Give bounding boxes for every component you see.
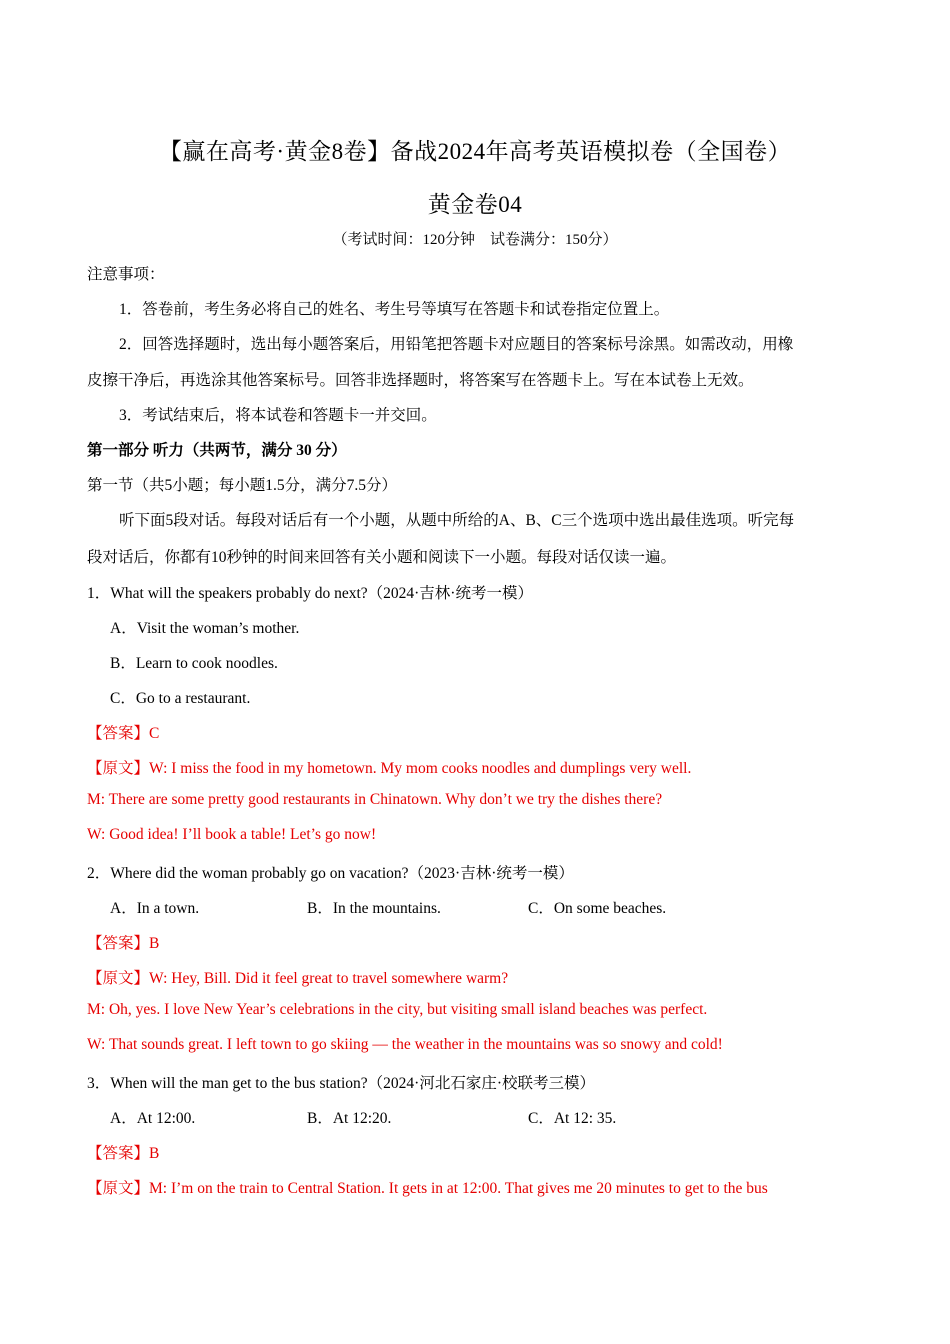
question-2-option-a: A．In a town.: [110, 900, 200, 917]
answer-value: B: [149, 1145, 160, 1162]
answer-tag: 【答案】: [87, 1145, 150, 1162]
transcript-text: W: Hey, Bill. Did it feel great to travel somewhere warm?: [149, 970, 509, 987]
section1-heading: 第一节（共5小题；每小题1.5分，满分7.5分）: [87, 477, 398, 494]
question-2-option-b: B．In the mountains.: [307, 900, 441, 917]
answer-tag: 【答案】: [87, 935, 150, 952]
question-1-option-c: C．Go to a restaurant.: [110, 690, 251, 707]
transcript-tag: 【原文】: [87, 760, 150, 777]
question-1-answer: [87, 721, 159, 743]
instructions-line-1: 听下面5段对话。每段对话后有一个小题，从题中所给的A、B、C三个选项中选出最佳选项。听完每: [119, 512, 795, 529]
answer-value: C: [149, 725, 160, 742]
note-item-2-line-2: 皮擦干净后，再选涂其他答案标号。回答非选择题时，将答案写在答题卡上。写在本试卷上无效。: [87, 372, 754, 389]
transcript-tag: 【原文】: [87, 970, 150, 987]
transcript-text: W: I miss the food in my hometown. My mom cooks noodles and dumplings very well.: [149, 760, 692, 777]
instructions-line-2: 段对话后，你都有10秒钟的时间来回答有关小题和阅读下一小题。每段对话仅读一遍。: [87, 549, 677, 566]
question-2-transcript-line-3: W: That sounds great. I left town to go skiing — the weather in the mountains was so snowy and cold!: [87, 1036, 723, 1053]
question-3-stem: 3．When will the man get to the bus station?（2024·河北石家庄·校联考三模）: [87, 1075, 595, 1092]
question-2-transcript-line-2: M: Oh, yes. I love New Year’s celebrations in the city, but visiting small island beaches was perfect.: [87, 1001, 708, 1018]
note-item-1: 1．答卷前，考生务必将自己的姓名、考生号等填写在答题卡和试卷指定位置上。: [119, 301, 670, 318]
transcript-tag: 【原文】: [87, 1180, 150, 1197]
answer-tag: 【答案】: [87, 725, 150, 742]
question-3-transcript-line-1: [87, 1176, 768, 1198]
question-1-transcript-line-1: [87, 756, 691, 778]
question-1-option-b: B．Learn to cook noodles.: [110, 655, 278, 672]
note-item-2-line-1: 2．回答选择题时，选出每小题答案后，用铅笔把答题卡对应题目的答案标号涂黑。如需改动，用橡: [119, 336, 794, 353]
part1-heading: 第一部分 听力（共两节，满分 30 分）: [87, 442, 347, 459]
exam-info: （考试时间：120分钟 试卷满分：150分）: [332, 232, 618, 248]
question-3-answer: [87, 1141, 159, 1163]
notes-heading: 注意事项：: [87, 266, 165, 283]
answer-value: B: [149, 935, 160, 952]
question-2-answer: [87, 931, 159, 953]
question-2-option-c: C．On some beaches.: [528, 900, 667, 917]
question-1-stem: 1．What will the speakers probably do next?（2024·吉林·统考一模）: [87, 585, 533, 602]
note-item-3: 3．考试结束后，将本试卷和答题卡一并交回。: [119, 407, 437, 424]
question-3-option-b: B．At 12:20.: [307, 1110, 392, 1127]
document-title: 【赢在高考·黄金8卷】备战2024年高考英语模拟卷（全国卷）: [158, 139, 792, 164]
question-1-transcript-line-3: W: Good idea! I’ll book a table! Let’s go now!: [87, 826, 377, 843]
question-2-stem: 2．Where did the woman probably go on vacation?（2023·吉林·统考一模）: [87, 865, 574, 882]
question-1-transcript-line-2: M: There are some pretty good restaurants in Chinatown. Why don’t we try the dishes there?: [87, 791, 663, 808]
question-1-option-a: A．Visit the woman’s mother.: [110, 620, 300, 637]
transcript-text: M: I’m on the train to Central Station. It gets in at 12:00. That gives me 20 minutes to get to the bus: [149, 1180, 768, 1197]
question-3-option-c: C．At 12: 35.: [528, 1110, 617, 1127]
paper-name: 黄金卷04: [427, 192, 523, 217]
question-2-transcript-line-1: [87, 966, 508, 988]
question-3-option-a: A．At 12:00.: [110, 1110, 196, 1127]
